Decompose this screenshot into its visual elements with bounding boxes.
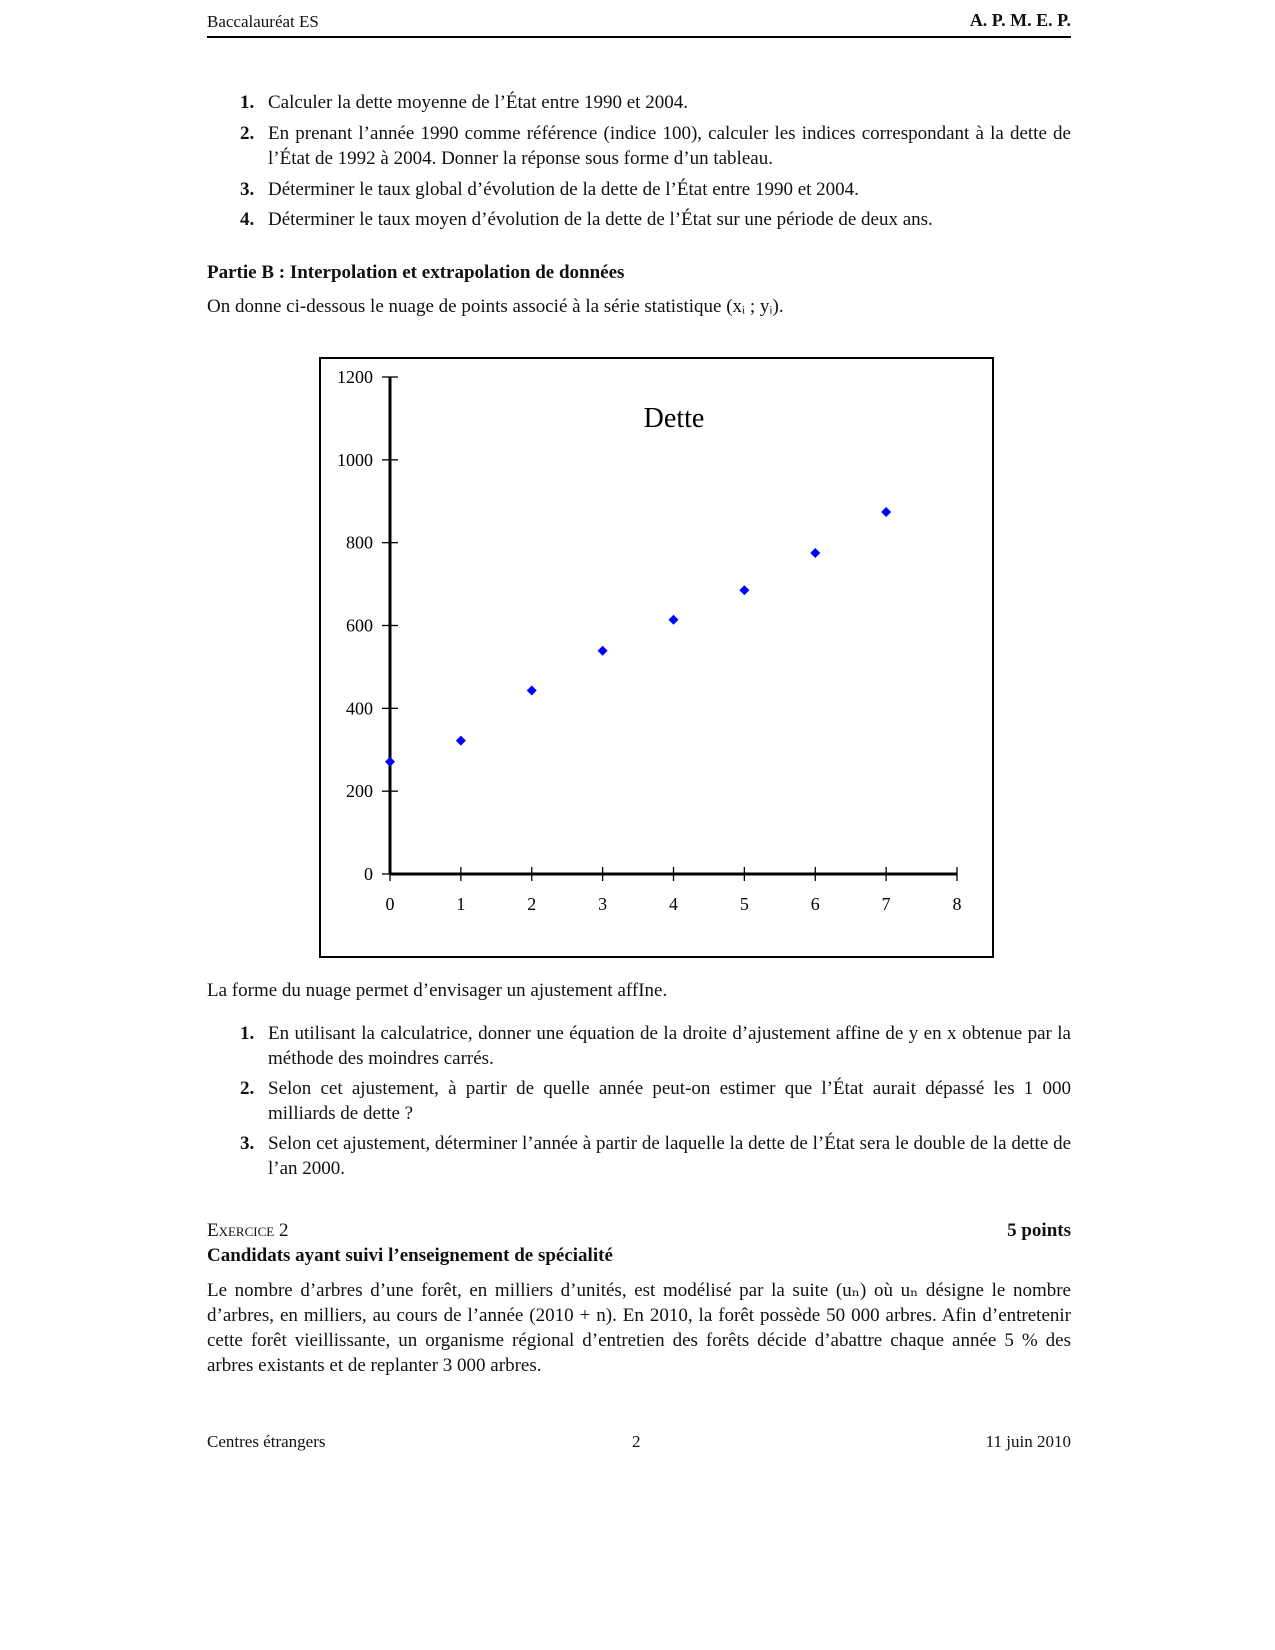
footer-page-number: 2 <box>632 1432 641 1451</box>
question-text: Déterminer le taux global d’évolution de la dette de l’État entre 1990 et 2004. <box>268 179 859 200</box>
exercise2-subtitle: Candidats ayant suivi l’enseignement de spécialité <box>207 1245 613 1266</box>
y-tick-label: 800 <box>346 532 373 553</box>
y-tick-label: 200 <box>346 781 373 802</box>
x-tick-label: 6 <box>810 894 820 914</box>
x-tick-label: 1 <box>456 894 466 914</box>
y-tick-label: 1200 <box>337 367 373 387</box>
question-number: 2. <box>240 123 255 144</box>
question-text: Déterminer le taux moyen d’évolution de la dette de l’État sur une période de deux ans. <box>268 209 933 230</box>
x-tick-label: 0 <box>385 894 395 914</box>
question-number: 2. <box>240 1078 255 1099</box>
question-number: 4. <box>240 209 255 230</box>
y-tick-label: 1000 <box>337 449 373 470</box>
y-tick-label: 400 <box>346 698 373 719</box>
question-a2 <box>240 121 1071 171</box>
exercise2-title: Exercice 2 <box>207 1220 289 1241</box>
partB-intro: On donne ci-dessous le nuage de points associé à la série statistique (xᵢ ; yᵢ). <box>207 296 784 317</box>
question-a4 <box>240 207 1071 232</box>
question-text: En utilisant la calculatrice, donner une équation de la droite d’ajustement affine de y en x obtenue par la méthode des moindres carrés. <box>268 1023 1071 1069</box>
x-tick-label: 8 <box>952 894 962 914</box>
y-tick-label: 0 <box>364 864 373 884</box>
exercise2-points: 5 points <box>1007 1220 1071 1241</box>
question-text: Selon cet ajustement, à partir de quelle année peut-on estimer que l’État aurait dépassé les 1 000 milliards de dette ? <box>268 1078 1071 1124</box>
x-tick-label: 2 <box>527 894 537 914</box>
exercise2-text: Le nombre d’arbres d’une forêt, en milliers d’unités, est modélisé par la suite (uₙ) où uₙ désigne le nombre d’arbres, en milliers, au cours de l’année (2010 + n). En 2010, la forêt possède 50 000 arbres. Afin d’entretenir cette forêt vieillissante, un organisme régional d’entretien des forêts décide d’abattre chaque année 5 % des arbres existants et de replanter 3 000 arbres. <box>207 1280 1071 1376</box>
x-tick-label: 4 <box>669 894 678 914</box>
question-number: 3. <box>240 1133 255 1154</box>
x-tick-label: 7 <box>881 894 891 914</box>
question-number: 1. <box>240 1023 255 1044</box>
question-b3 <box>240 1131 1071 1181</box>
question-b2 <box>240 1076 1071 1126</box>
question-text: En prenant l’année 1990 comme référence (indice 100), calculer les indices correspondant à la dette de l’État de 1992 à 2004. Donner la réponse sous forme d’un tableau. <box>268 123 1071 169</box>
x-tick-label: 3 <box>598 894 608 914</box>
header-right: A. P. M. E. P. <box>969 10 1071 30</box>
question-number: 1. <box>240 92 255 113</box>
exercise2-header <box>207 1218 1071 1243</box>
question-text: Selon cet ajustement, déterminer l’année à partir de laquelle la dette de l’État sera le double de la dette de l’an 2000. <box>268 1133 1071 1179</box>
x-tick-label: 5 <box>739 894 749 914</box>
question-a1 <box>240 90 1071 115</box>
y-tick-label: 600 <box>346 615 373 636</box>
question-number: 3. <box>240 179 255 200</box>
question-b1 <box>240 1021 1071 1071</box>
chart-frame <box>320 358 993 957</box>
scatter-chart <box>319 357 994 958</box>
footer-right: 11 juin 2010 <box>985 1432 1071 1451</box>
question-a3 <box>240 177 1071 202</box>
chart-title: Dette <box>643 403 705 434</box>
header-left: Baccalauréat ES <box>207 12 319 31</box>
partB-after-chart: La forme du nuage permet d’envisager un ajustement affIne. <box>207 980 668 1001</box>
page-header <box>207 10 1071 38</box>
question-text: Calculer la dette moyenne de l’État entre 1990 et 2004. <box>268 92 688 113</box>
footer-left: Centres étrangers <box>207 1432 326 1451</box>
partB-title: Partie B : Interpolation et extrapolation de données <box>207 262 625 283</box>
